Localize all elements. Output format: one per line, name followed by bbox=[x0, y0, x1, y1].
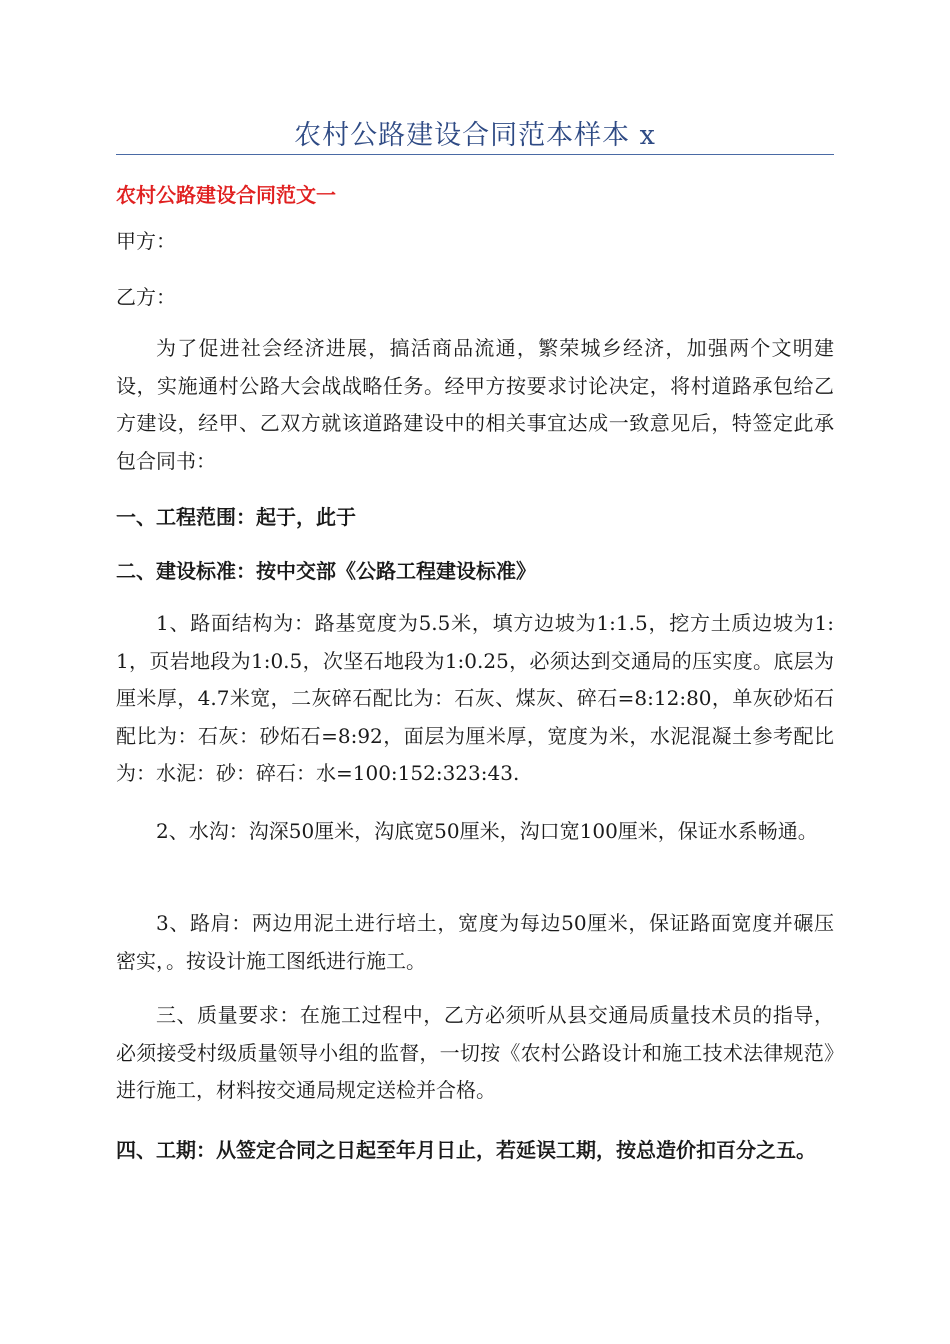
section-heading: 农村公路建设合同范文一 bbox=[116, 183, 336, 207]
party-b-label: 乙方： bbox=[116, 285, 176, 309]
clause-standard: 二、建设标准：按中交部《公路工程建设标准》 bbox=[116, 559, 536, 583]
clause-scope: 一、工程范围：起于，此于 bbox=[116, 505, 356, 529]
document-title: 农村公路建设合同范本样本 x bbox=[294, 120, 656, 151]
party-a-label: 甲方： bbox=[116, 229, 176, 253]
item-road-structure: 1、路面结构为：路基宽度为5.5米，填方边坡为1:1.5，挖方土质边坡为1:1，页岩地段为1:0.5，次坚石地段为1:0.25，必须达到交通局的压实度。底层为厘米厚，4.7米宽，二灰碎石配比为：石灰、煤灰、碎石=8:12:80，单灰砂炻石配比为：石灰：砂炻石=8:92，面层为厘米厚，宽度为米，水泥混凝土参考配比为：水泥：砂：碎石：水=100:152:323:43. bbox=[116, 611, 834, 785]
clause-quality: 三、质量要求：在施工过程中，乙方必须听从县交通局质量技术员的指导，必须接受村级质量领导小组的监督，一切按《农村公路设计和施工技术法律规范》进行施工，材料按交通局规定送检并合格。 bbox=[116, 1003, 834, 1102]
intro-paragraph: 为了促进社会经济进展，搞活商品流通，繁荣城乡经济，加强两个文明建设，实施通村公路大会战战略任务。经甲方按要求讨论决定，将村道路承包给乙方建设，经甲、乙双方就该道路建设中的相关事宜达成一致意见后，特签定此承包合同书： bbox=[116, 336, 834, 473]
clause-schedule: 四、工期：从签定合同之日起至年月日止，若延误工期，按总造价扣百分之五。 bbox=[116, 1138, 816, 1162]
item-shoulder: 3、路肩：两边用泥土进行培土，宽度为每边50厘米，保证路面宽度并碾压密实，。按设计施工图纸进行施工。 bbox=[116, 911, 834, 973]
title-underline bbox=[116, 154, 834, 155]
item-ditch: 2、水沟：沟深50厘米，沟底宽50厘米，沟口宽100厘米，保证水系畅通。 bbox=[156, 819, 818, 843]
